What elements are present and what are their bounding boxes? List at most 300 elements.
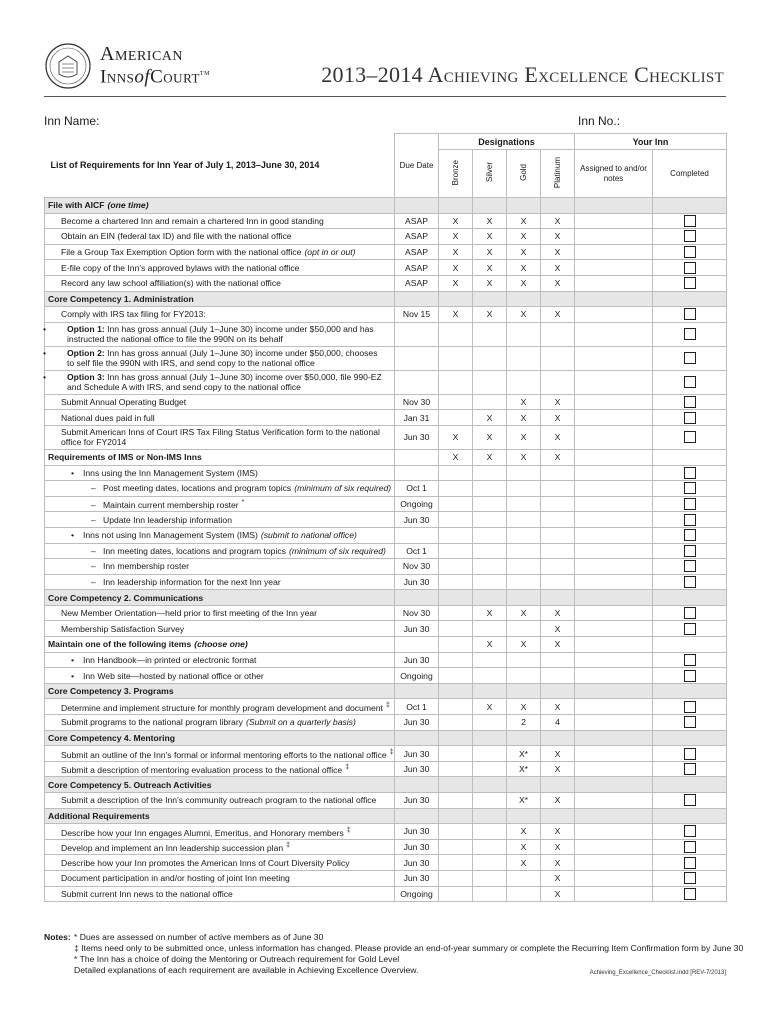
requirement-text — [45, 229, 395, 245]
silver-mark: X — [473, 605, 507, 621]
due-date: Jun 30 — [395, 839, 439, 855]
footnote-mark: * — [241, 499, 245, 507]
due-date — [395, 590, 439, 606]
table-row — [45, 410, 727, 426]
platinum-mark: X — [541, 699, 575, 715]
assigned-notes-cell[interactable] — [575, 715, 653, 731]
american-inns-of-court-logo — [44, 40, 264, 100]
bronze-mark — [439, 496, 473, 512]
platinum-mark: X — [541, 275, 575, 291]
bronze-mark — [439, 808, 473, 824]
notes-label: Notes: — [44, 932, 71, 942]
completed-checkbox[interactable] — [684, 308, 696, 320]
completed-cell — [653, 425, 727, 449]
completed-cell — [653, 855, 727, 871]
assigned-notes-cell[interactable] — [575, 346, 653, 370]
due-date — [395, 527, 439, 543]
platinum-header: Platinum — [552, 156, 562, 189]
requirement-label: Submit programs to the national program library — [61, 717, 243, 728]
completed-checkbox[interactable] — [684, 607, 696, 619]
bronze-mark: X — [439, 260, 473, 276]
completed-cell — [653, 449, 727, 465]
table-row — [45, 465, 727, 481]
completed-checkbox[interactable] — [684, 396, 696, 408]
requirement-text — [45, 652, 395, 668]
requirement-label: Membership Satisfaction Survey — [61, 623, 185, 634]
silver-mark: X — [473, 260, 507, 276]
requirement-text — [45, 346, 395, 370]
assigned-notes-cell[interactable] — [575, 808, 653, 824]
completed-cell — [653, 543, 727, 559]
requirement-label: Maintain one of the following items — [48, 639, 192, 650]
table-row — [45, 481, 727, 497]
silver-mark: X — [473, 699, 507, 715]
gold-mark: X — [507, 449, 541, 465]
gold-mark: X — [507, 260, 541, 276]
completed-cell — [653, 307, 727, 323]
section-row — [45, 777, 727, 793]
completed-cell — [653, 824, 727, 840]
requirement-text — [45, 496, 395, 512]
silver-mark — [473, 683, 507, 699]
assigned-notes-cell[interactable] — [575, 465, 653, 481]
gold-mark — [507, 291, 541, 307]
completed-cell — [653, 410, 727, 426]
completed-checkbox[interactable] — [684, 888, 696, 900]
completed-checkbox[interactable] — [684, 716, 696, 728]
due-date: Ongoing — [395, 668, 439, 684]
section-row — [45, 683, 727, 699]
due-date: Ongoing — [395, 886, 439, 902]
table-row — [45, 244, 727, 260]
assigned-notes-cell[interactable] — [575, 574, 653, 590]
platinum-mark: X — [541, 229, 575, 245]
bullet: • — [43, 324, 47, 335]
assigned-notes-cell[interactable] — [575, 527, 653, 543]
requirement-label: Core Competency 5. Outreach Activities — [48, 779, 212, 790]
requirement-label: Submit a description of mentoring evaluation process to the national office — [61, 765, 343, 776]
section-row — [45, 590, 727, 606]
requirement-label: Inn Web site—hosted by national office or other — [83, 670, 264, 681]
table-row — [45, 322, 727, 346]
requirement-text — [45, 777, 395, 793]
platinum-mark: X — [541, 824, 575, 840]
assigned-notes-cell[interactable] — [575, 512, 653, 528]
bronze-mark — [439, 198, 473, 214]
table-row — [45, 559, 727, 575]
dash: – — [91, 561, 96, 572]
platinum-mark: X — [541, 637, 575, 653]
gold-mark — [507, 886, 541, 902]
platinum-mark — [541, 527, 575, 543]
requirement-label: Post meeting dates, locations and program topics — [103, 483, 292, 494]
silver-mark — [473, 730, 507, 746]
header-rule — [44, 96, 726, 97]
bronze-mark — [439, 512, 473, 528]
gold-mark — [507, 481, 541, 497]
completed-checkbox[interactable] — [684, 857, 696, 869]
due-date: Nov 30 — [395, 394, 439, 410]
bronze-mark — [439, 652, 473, 668]
platinum-mark: X — [541, 425, 575, 449]
assigned-notes-cell[interactable] — [575, 322, 653, 346]
requirement-label: Inns not using Inn Management System (IMS) — [83, 530, 258, 541]
gold-mark: X — [507, 213, 541, 229]
silver-mark: X — [473, 307, 507, 323]
requirement-note: (minimum of six required) — [294, 483, 392, 494]
requirement-label: Inn meeting dates, locations and program topics — [103, 545, 286, 556]
table-row — [45, 527, 727, 543]
silver-mark — [473, 559, 507, 575]
completed-checkbox[interactable] — [684, 654, 696, 666]
bronze-mark — [439, 839, 473, 855]
platinum-mark: X — [541, 213, 575, 229]
completed-cell — [653, 244, 727, 260]
assigned-notes-cell[interactable] — [575, 870, 653, 886]
assigned-notes-cell[interactable] — [575, 229, 653, 245]
completed-checkbox[interactable] — [684, 670, 696, 682]
silver-mark — [473, 621, 507, 637]
assigned-notes-cell[interactable] — [575, 652, 653, 668]
platinum-mark — [541, 683, 575, 699]
completed-checkbox[interactable] — [684, 467, 696, 479]
table-row — [45, 229, 727, 245]
bronze-mark — [439, 543, 473, 559]
table-row — [45, 543, 727, 559]
your-inn-header: Your Inn — [575, 134, 727, 150]
requirement-label: Maintain current membership roster — [103, 499, 239, 510]
completed-checkbox[interactable] — [684, 352, 696, 364]
section-row — [45, 730, 727, 746]
completed-checkbox[interactable] — [684, 529, 696, 541]
completed-cell — [653, 793, 727, 809]
completed-checkbox[interactable] — [684, 623, 696, 635]
completed-cell — [653, 512, 727, 528]
assigned-notes-cell[interactable] — [575, 746, 653, 762]
due-date: Jun 30 — [395, 793, 439, 809]
requirement-note: (minimum of six required) — [288, 545, 386, 556]
requirement-text — [45, 481, 395, 497]
bronze-mark: X — [439, 425, 473, 449]
assigned-notes-cell[interactable] — [575, 291, 653, 307]
requirement-label: E-file copy of the Inn's approved bylaws with the national office — [61, 262, 300, 273]
bronze-mark — [439, 481, 473, 497]
dash: – — [91, 499, 96, 510]
assigned-notes-cell[interactable] — [575, 637, 653, 653]
silver-mark: X — [473, 410, 507, 426]
gold-mark: X* — [507, 793, 541, 809]
due-date: Jun 30 — [395, 746, 439, 762]
table-row — [45, 275, 727, 291]
completed-checkbox[interactable] — [684, 701, 696, 713]
assigned-notes-cell[interactable] — [575, 793, 653, 809]
completed-cell — [653, 370, 727, 394]
due-date: ASAP — [395, 275, 439, 291]
footnote-mark: ‡ — [345, 764, 350, 772]
requirement-text — [45, 699, 395, 715]
silver-mark — [473, 793, 507, 809]
completed-cell — [653, 291, 727, 307]
assigned-notes-cell[interactable] — [575, 275, 653, 291]
assigned-notes-cell[interactable] — [575, 244, 653, 260]
requirements-table — [44, 133, 727, 902]
completed-cell — [653, 605, 727, 621]
silver-mark — [473, 346, 507, 370]
gold-mark — [507, 512, 541, 528]
completed-checkbox[interactable] — [684, 498, 696, 510]
completed-checkbox[interactable] — [684, 514, 696, 526]
due-date: Oct 1 — [395, 699, 439, 715]
platinum-mark: X — [541, 307, 575, 323]
requirement-text — [45, 574, 395, 590]
platinum-mark — [541, 808, 575, 824]
requirement-text — [45, 605, 395, 621]
assigned-notes-cell[interactable] — [575, 668, 653, 684]
completed-checkbox[interactable] — [684, 482, 696, 494]
gold-header: Gold — [518, 164, 528, 181]
assigned-notes-cell[interactable] — [575, 886, 653, 902]
assigned-notes-cell[interactable] — [575, 449, 653, 465]
completed-checkbox[interactable] — [684, 748, 696, 760]
requirement-text — [45, 715, 395, 731]
completed-cell — [653, 683, 727, 699]
gold-mark: X — [507, 699, 541, 715]
completed-checkbox[interactable] — [684, 576, 696, 588]
completed-checkbox[interactable] — [684, 277, 696, 289]
table-row — [45, 699, 727, 715]
assigned-notes-cell[interactable] — [575, 590, 653, 606]
gold-mark: X — [507, 229, 541, 245]
bronze-mark — [439, 870, 473, 886]
assigned-notes-cell[interactable] — [575, 839, 653, 855]
completed-checkbox[interactable] — [684, 841, 696, 853]
requirement-label: Core Competency 1. Administration — [48, 293, 194, 304]
inn-name-label: Inn Name: — [44, 114, 100, 128]
requirement-text — [45, 886, 395, 902]
requirement-text — [45, 425, 395, 449]
requirement-text — [45, 746, 395, 762]
gold-mark: X — [507, 410, 541, 426]
table-row — [45, 213, 727, 229]
requirement-label: Determine and implement structure for monthly program development and document — [61, 702, 383, 713]
gold-mark — [507, 370, 541, 394]
gold-mark — [507, 527, 541, 543]
assigned-notes-cell[interactable] — [575, 699, 653, 715]
gold-mark — [507, 652, 541, 668]
requirement-label: File a Group Tax Exemption Option form with the national office — [61, 247, 302, 258]
table-row — [45, 824, 727, 840]
bronze-mark — [439, 291, 473, 307]
completed-checkbox[interactable] — [684, 376, 696, 388]
assigned-notes-cell[interactable] — [575, 496, 653, 512]
assigned-notes-cell[interactable] — [575, 777, 653, 793]
requirement-label: Submit current Inn news to the national office — [61, 888, 233, 899]
requirement-text — [45, 465, 395, 481]
requirement-label: Core Competency 2. Communications — [48, 592, 204, 603]
requirement-note: (Submit on a quarterly basis) — [245, 717, 356, 728]
requirement-label: Requirements of IMS or Non-IMS Inns — [48, 452, 202, 463]
due-date: Jun 30 — [395, 652, 439, 668]
requirement-text — [45, 637, 395, 653]
completed-checkbox[interactable] — [684, 560, 696, 572]
assigned-notes-cell[interactable] — [575, 761, 653, 777]
bronze-mark — [439, 527, 473, 543]
completed-cell — [653, 839, 727, 855]
requirement-text — [45, 198, 395, 214]
silver-mark — [473, 543, 507, 559]
note-line: ‡ Items need only to be submitted once, unless information has changed. Please provide an end-of-year summary or complete the Recurring Item Confirmation form by June 30 — [74, 943, 744, 953]
platinum-mark — [541, 346, 575, 370]
silver-mark: X — [473, 637, 507, 653]
assigned-notes-cell[interactable] — [575, 410, 653, 426]
requirement-text — [45, 824, 395, 840]
gold-mark — [507, 346, 541, 370]
bullet: • — [71, 670, 75, 681]
completed-checkbox[interactable] — [684, 872, 696, 884]
requirement-text — [45, 260, 395, 276]
completed-checkbox[interactable] — [684, 431, 696, 443]
gold-mark: 2 — [507, 715, 541, 731]
requirement-label: National dues paid in full — [61, 412, 155, 423]
platinum-mark — [541, 543, 575, 559]
table-row — [45, 260, 727, 276]
silver-mark — [473, 198, 507, 214]
completed-cell — [653, 886, 727, 902]
table-row — [45, 346, 727, 370]
table-row — [45, 761, 727, 777]
assigned-notes-cell[interactable] — [575, 730, 653, 746]
footnote-mark: ‡ — [346, 826, 351, 834]
gold-mark — [507, 621, 541, 637]
platinum-mark: X — [541, 761, 575, 777]
bronze-mark — [439, 465, 473, 481]
completed-checkbox[interactable] — [684, 246, 696, 258]
assigned-notes-cell[interactable] — [575, 260, 653, 276]
assigned-notes-cell[interactable] — [575, 621, 653, 637]
assigned-notes-cell[interactable] — [575, 307, 653, 323]
completed-checkbox[interactable] — [684, 794, 696, 806]
due-date — [395, 449, 439, 465]
completed-checkbox[interactable] — [684, 763, 696, 775]
silver-mark — [473, 777, 507, 793]
assigned-notes-cell[interactable] — [575, 543, 653, 559]
requirement-text — [45, 291, 395, 307]
due-date: Jun 30 — [395, 621, 439, 637]
assigned-notes-cell[interactable] — [575, 824, 653, 840]
footnote-mark: ‡ — [389, 748, 394, 756]
platinum-mark: X — [541, 260, 575, 276]
silver-mark — [473, 886, 507, 902]
assigned-notes-cell[interactable] — [575, 370, 653, 394]
completed-checkbox[interactable] — [684, 328, 696, 340]
gold-mark — [507, 590, 541, 606]
completed-cell — [653, 481, 727, 497]
completed-checkbox[interactable] — [684, 230, 696, 242]
platinum-mark — [541, 481, 575, 497]
platinum-mark — [541, 590, 575, 606]
due-date: Nov 30 — [395, 605, 439, 621]
gold-mark — [507, 322, 541, 346]
section-row — [45, 291, 727, 307]
requirement-label: Inn membership roster — [103, 561, 189, 572]
silver-mark — [473, 394, 507, 410]
dash: – — [91, 545, 96, 556]
requirement-label: Inn has gross annual (July 1–June 30) income under $50,000, chooses to self file the 990N with IRS, and send copy to the national office — [67, 348, 378, 369]
due-date: Jun 30 — [395, 855, 439, 871]
requirement-text — [45, 410, 395, 426]
assigned-notes-cell[interactable] — [575, 198, 653, 214]
completed-cell — [653, 229, 727, 245]
silver-mark: X — [473, 449, 507, 465]
completed-cell — [653, 465, 727, 481]
requirement-label: Submit American Inns of Court IRS Tax Filing Status Verification form to the national office for FY2014 — [61, 427, 380, 448]
platinum-mark: X — [541, 870, 575, 886]
assigned-notes-cell[interactable] — [575, 605, 653, 621]
option-label: Option 3: — [67, 372, 105, 383]
completed-checkbox[interactable] — [684, 262, 696, 274]
bronze-mark: X — [439, 244, 473, 260]
completed-cell — [653, 715, 727, 731]
platinum-mark — [541, 652, 575, 668]
completed-checkbox[interactable] — [684, 412, 696, 424]
due-date — [395, 370, 439, 394]
table-row — [45, 512, 727, 528]
bronze-mark — [439, 637, 473, 653]
table-row — [45, 307, 727, 323]
platinum-mark: X — [541, 394, 575, 410]
due-date: Jun 30 — [395, 425, 439, 449]
completed-cell — [653, 761, 727, 777]
bullet: • — [43, 372, 47, 383]
option-label: Option 2: — [67, 348, 105, 359]
completed-cell — [653, 346, 727, 370]
due-date: Jun 30 — [395, 824, 439, 840]
requirement-label: Inn has gross annual (July 1–June 30) income under $50,000 and has instructed the national office to file the 990N on its behalf — [67, 324, 374, 345]
assigned-notes-cell[interactable] — [575, 394, 653, 410]
completed-checkbox[interactable] — [684, 215, 696, 227]
bronze-mark — [439, 699, 473, 715]
platinum-mark: X — [541, 621, 575, 637]
silver-mark — [473, 512, 507, 528]
gold-mark — [507, 668, 541, 684]
completed-cell — [653, 652, 727, 668]
bronze-header: Bronze — [450, 159, 460, 186]
platinum-mark: X — [541, 605, 575, 621]
requirement-text — [45, 394, 395, 410]
completed-cell — [653, 590, 727, 606]
table-row — [45, 496, 727, 512]
logo-wordmark: American InnsofCourt™ — [100, 43, 210, 88]
completed-checkbox[interactable] — [684, 825, 696, 837]
requirement-note: (opt in or out) — [304, 247, 356, 258]
gold-mark: X — [507, 637, 541, 653]
bronze-mark: X — [439, 229, 473, 245]
option-label: Option 1: — [67, 324, 105, 335]
assigned-notes-cell[interactable] — [575, 213, 653, 229]
assigned-notes-cell[interactable] — [575, 855, 653, 871]
completed-cell — [653, 527, 727, 543]
platinum-mark: X — [541, 886, 575, 902]
completed-checkbox[interactable] — [684, 545, 696, 557]
due-date: ASAP — [395, 229, 439, 245]
assigned-notes-cell[interactable] — [575, 425, 653, 449]
table-row — [45, 425, 727, 449]
table-row — [45, 449, 727, 465]
requirement-text — [45, 244, 395, 260]
assigned-notes-cell[interactable] — [575, 559, 653, 575]
assigned-notes-cell[interactable] — [575, 683, 653, 699]
assigned-notes-cell[interactable] — [575, 481, 653, 497]
